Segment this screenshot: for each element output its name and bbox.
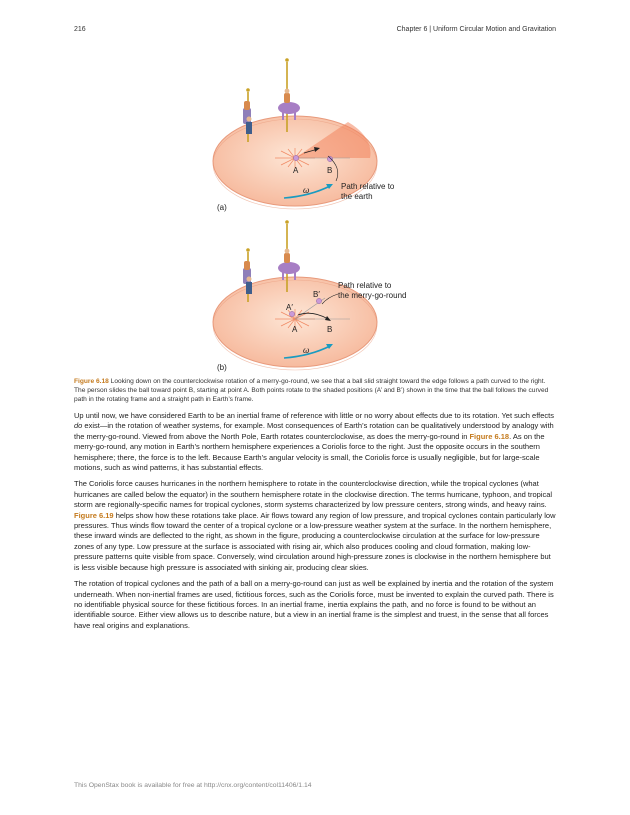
figure-a-diagram (200, 58, 430, 218)
point-a-label: A (293, 166, 299, 175)
body-text (74, 411, 556, 637)
point-b-marker (327, 156, 332, 161)
path-label-b-line2: the merry-go-round (338, 291, 407, 300)
point-a-prime-marker (289, 311, 294, 316)
paragraph-2-part-a: The Coriolis force causes hurricanes in the northern hemisphere to rotate in the counterclockwise direction, while the tropical cyclones (what hurricanes are called below the equator) in the southern hemisphere rotate in the clockwise direction. The terms hurricane, typhoon, and tropical storm are regionally-specific names for tropical cyclones, storm systems characterized by low pressure centers, strong winds, and heavy rains. (74, 479, 553, 510)
point-a-prime-label: A′ (286, 303, 293, 312)
figure-caption-text: Looking down on the counterclockwise rotation of a merry-go-round, we see that a ball slid straight toward the edge follows a path curved to the right. The person slides the ball toward point B, starting at point A. Both points rotate to the shaded positions (A’ and B’) shown in the time that the ball follows the curved path in the rotating frame and a straight path in Earth’s frame. (74, 378, 549, 403)
page-number: 216 (74, 26, 86, 33)
point-a-marker (293, 155, 298, 160)
figure-b-diagram (200, 222, 430, 372)
figure-link-6-18[interactable]: Figure 6.18 (469, 431, 510, 441)
paragraph-1-part-a: Up until now, we have considered Earth to be an inertial frame of reference with little or no worry about effects due to its rotation. Yet such effects (74, 411, 554, 420)
point-a-label: A (292, 325, 298, 334)
person-figure (246, 117, 252, 135)
path-label-b-line1: Path relative to (338, 281, 392, 290)
omega-label-b: ω (303, 346, 310, 355)
path-label-a-line1: Path relative to (341, 182, 395, 191)
figure-b (200, 222, 430, 372)
panel-label-b: (b) (217, 363, 227, 372)
figure-caption-label: Figure 6.18 (74, 378, 109, 385)
panel-label-a: (a) (217, 203, 227, 212)
paragraph-1-part-c: . As on the merry-go-round, any motion in Earth’s northern hemisphere experiences a Coriolis force to the right. Just the opposite occurs in the southern hemisphere; there, the force is to the left. Because Earth’s angular velocity is small, the Coriolis force is usually negligible, but for large-scale motions, such as wind patterns, it has substantial effects. (74, 431, 545, 473)
paragraph-1-part-b: exist—in the rotation of weather systems, for example. Most consequences of Earth’s rotation can be qualitatively understood by analogy with the merry-go-round. Viewed from above the North Pole, Earth rotates counterclockwise, as does the merry-go-round in (74, 421, 554, 441)
point-b-label: B (327, 166, 333, 175)
paragraph-1 (74, 411, 556, 473)
paragraph-2 (74, 479, 556, 573)
omega-label-a: ω (303, 186, 310, 195)
figure-a (200, 58, 430, 218)
figure-caption (74, 377, 556, 404)
point-b-prime-label: B′ (313, 290, 320, 299)
figure-link-6-19[interactable]: Figure 6.19 (74, 510, 114, 520)
paragraph-1-emphasis: do (74, 421, 83, 431)
paragraph-3: The rotation of tropical cyclones and the path of a ball on a merry-go-round can just as well be explained by inertia and the rotation of the system underneath. When non-inertial frames are used, fictitious forces, such as the Coriolis force, must be invented to explain the curved path. There is no identifiable physical source for these fictitious forces. In an inertial frame, inertia explains the path, and no force is found to be without an identifiable source. Either view allows us to describe nature, but a view in an inertial frame is the simplest and truest, in the sense that all forces have real origins and explanations. (74, 579, 554, 630)
person-figure (246, 277, 252, 295)
path-label-a-line2: the earth (341, 192, 373, 201)
point-b-label: B (327, 325, 333, 334)
footer-note: This OpenStax book is available for free at http://cnx.org/content/col11406/1.14 (74, 782, 312, 789)
point-b-prime-marker (316, 298, 321, 303)
paragraph-2-part-b: helps show how these rotations take place. Air flows toward any region of low pressure, and tropical cyclones contain particularly low pressures. Thus winds flow toward the center of a tropical cyclone or a low-pressure weather system at the surface. In the northern hemisphere, these inward winds are deflected to the right, as shown in the figure, producing a counterclockwise circulation at the surface for low-pressure zones of any type. Low pressure at the surface is associated with rising air, which also produces cooling and cloud formation, making low-pressure patterns quite visible from space. Conversely, wind circulation around high-pressure zones is clockwise in the northern hemisphere but is less visible because high pressure is associated with sinking air, producing clear skies. (74, 510, 556, 572)
chapter-header: Chapter 6 | Uniform Circular Motion and Gravitation (396, 26, 556, 33)
